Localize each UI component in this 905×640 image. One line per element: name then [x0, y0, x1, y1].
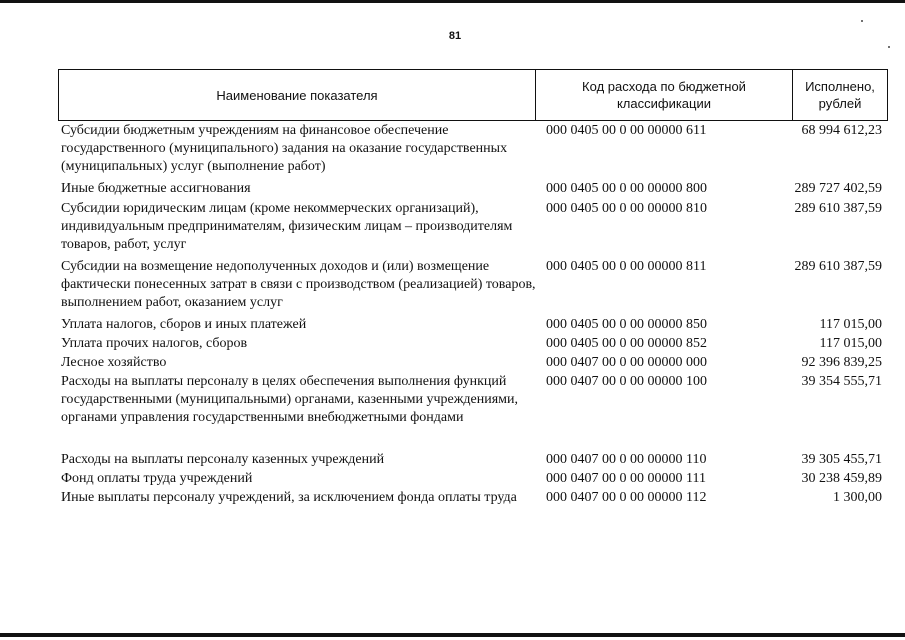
- row-name: Фонд оплаты труда учреждений: [61, 471, 253, 486]
- table-body: [58, 122, 888, 529]
- row-executed: 92 396 839,25: [801, 355, 882, 370]
- row-executed: 39 354 555,71: [801, 374, 882, 389]
- column-header-code: Код расхода по бюджетной классификации: [535, 70, 793, 120]
- row-executed: 117 015,00: [819, 317, 882, 332]
- page-number: 81: [448, 30, 462, 42]
- row-name: Уплата прочих налогов, сборов: [61, 336, 248, 351]
- row-executed: 117 015,00: [819, 336, 882, 351]
- row-code: 000 0407 00 0 00 00000 111: [546, 471, 706, 486]
- column-header-executed: Исполнено, рублей: [805, 79, 875, 111]
- scan-bottom-edge: [0, 633, 905, 637]
- row-name: Субсидии бюджетным учреждениям на финансовое обеспечение государственного (муниципального) задания на оказание государственных (муниципальных) услуг (выполнение работ): [61, 123, 508, 174]
- row-name: Расходы на выплаты персоналу казенных учреждений: [61, 452, 385, 467]
- row-code: 000 0405 00 0 00 00000 852: [546, 336, 707, 351]
- row-code: 000 0405 00 0 00 00000 810: [546, 201, 707, 216]
- table-row: [58, 258, 888, 316]
- row-name: Лесное хозяйство: [61, 355, 167, 370]
- row-code: 000 0407 00 0 00 00000 110: [546, 452, 707, 467]
- row-executed: 289 727 402,59: [794, 181, 882, 196]
- row-name: Субсидии на возмещение недополученных доходов и (или) возмещение фактически понесенных затрат в связи с производством (реализацией) товаров, выполнением работ, оказанием услуг: [61, 259, 536, 310]
- table-row: [58, 200, 888, 258]
- row-code: 000 0407 00 0 00 00000 100: [546, 374, 707, 389]
- row-executed: 289 610 387,59: [794, 201, 882, 216]
- table-header: [58, 69, 888, 121]
- table-row: [58, 335, 888, 354]
- row-executed: 30 238 459,89: [801, 471, 882, 486]
- scan-speck: [861, 20, 863, 22]
- row-code: 000 0405 00 0 00 00000 811: [546, 259, 707, 274]
- table-row: [58, 451, 888, 470]
- scan-speck: [888, 46, 890, 48]
- column-header-name: Наименование показателя: [216, 87, 378, 103]
- table-row: [58, 316, 888, 335]
- row-code: 000 0407 00 0 00 00000 000: [546, 355, 707, 370]
- table-row: [58, 354, 888, 373]
- row-executed: 1 300,00: [833, 490, 882, 505]
- row-executed: 68 994 612,23: [801, 123, 882, 138]
- row-name: Субсидии юридическим лицам (кроме некоммерческих организаций), индивидуальным предпринимателям, физическим лицам – производителям товаров, работ, услуг: [61, 201, 513, 252]
- scan-top-edge: [0, 0, 905, 3]
- row-code: 000 0405 00 0 00 00000 611: [546, 123, 707, 138]
- row-name: Иные выплаты персоналу учреждений, за исключением фонда оплаты труда: [61, 490, 517, 505]
- row-code: 000 0405 00 0 00 00000 850: [546, 317, 707, 332]
- table-row: [58, 373, 888, 451]
- row-executed: 289 610 387,59: [794, 259, 882, 274]
- row-name: Иные бюджетные ассигнования: [61, 181, 251, 196]
- row-executed: 39 305 455,71: [801, 452, 882, 467]
- table-row: [58, 122, 888, 180]
- row-code: 000 0407 00 0 00 00000 112: [546, 490, 707, 505]
- row-name: Расходы на выплаты персоналу в целях обеспечения выполнения функций государственными (муниципальными) органами, казенными учреждениями, органами управления государственными внебюджетными фондами: [61, 374, 518, 425]
- row-code: 000 0405 00 0 00 00000 800: [546, 181, 707, 196]
- row-name: Уплата налогов, сборов и иных платежей: [61, 317, 307, 332]
- table-row: [58, 180, 888, 200]
- table-row: [58, 470, 888, 489]
- table-row: [58, 489, 888, 529]
